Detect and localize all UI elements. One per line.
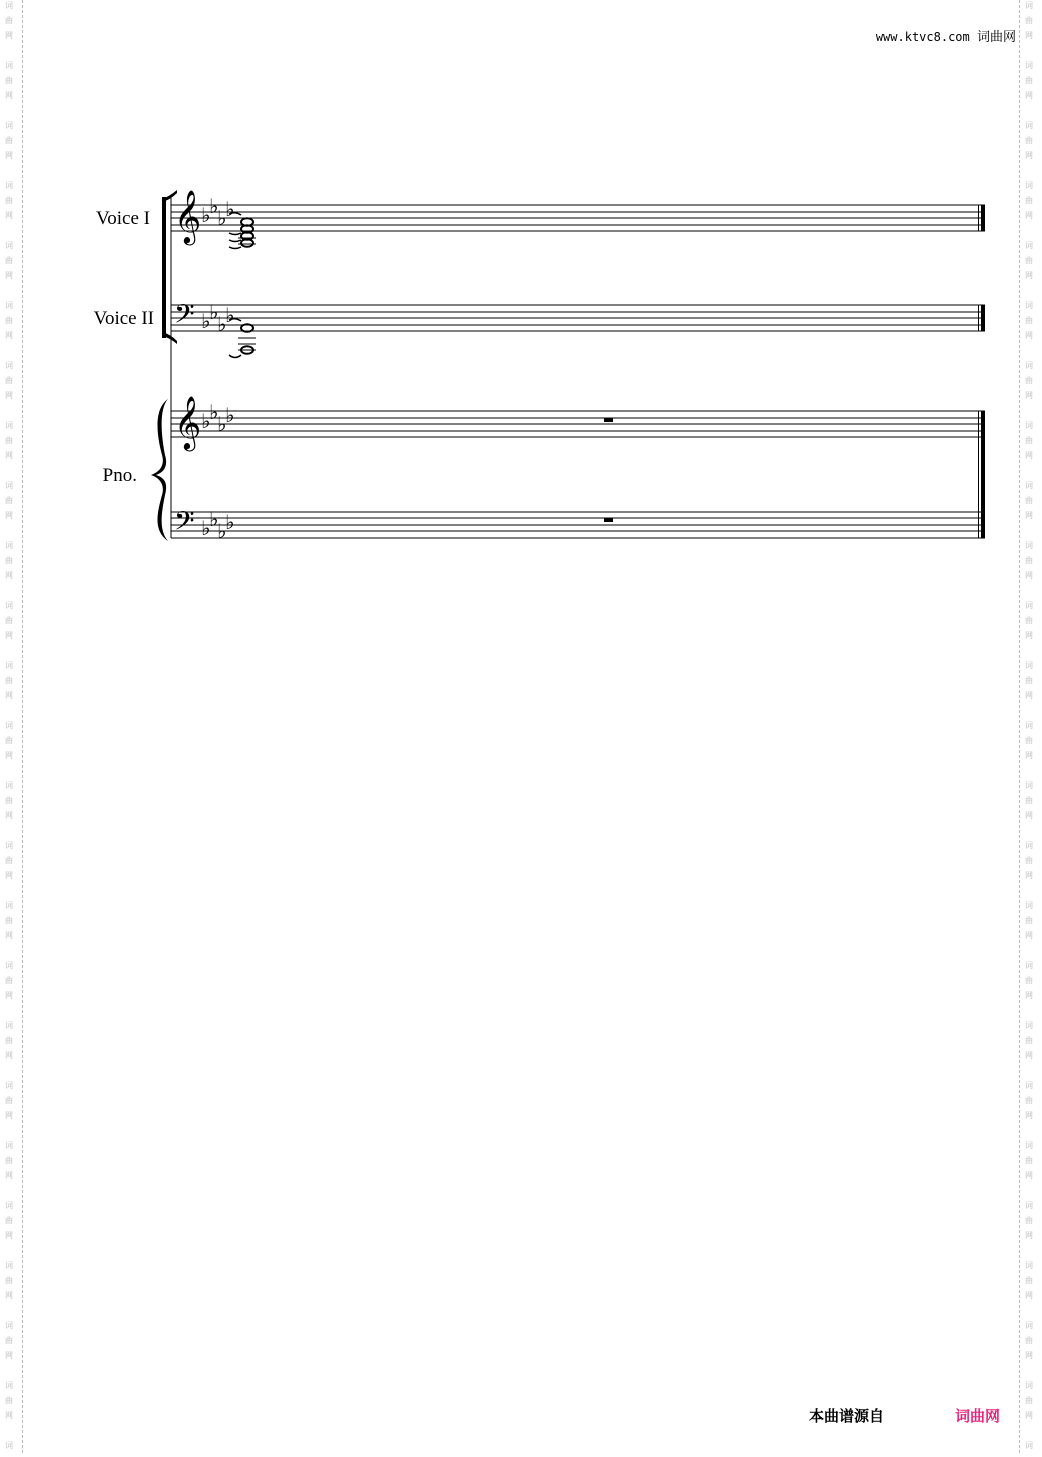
final-barline — [978, 205, 985, 538]
watermark-char: 网 — [1025, 1291, 1033, 1300]
watermark-char: 词 — [5, 481, 13, 490]
watermark-char: 曲 — [1025, 556, 1033, 565]
treble-clef-icon: 𝄞 — [174, 189, 202, 243]
watermark-char: 词 — [1025, 781, 1033, 790]
watermark-char: 曲 — [5, 136, 13, 145]
tie — [229, 233, 241, 235]
watermark-char: 曲 — [1025, 376, 1033, 385]
watermark-char: 网 — [1025, 331, 1033, 340]
watermark-char: 词 — [5, 721, 13, 730]
watermark-char: 词 — [1025, 1381, 1033, 1390]
watermark-char: 网 — [1025, 511, 1033, 520]
watermark-char: 网 — [5, 631, 13, 640]
watermark-char: 网 — [5, 1111, 13, 1120]
watermark-char: 曲 — [1025, 796, 1033, 805]
watermark-char: 词 — [1025, 121, 1033, 130]
watermark-char: 曲 — [1025, 196, 1033, 205]
watermark-char: 曲 — [5, 1096, 13, 1105]
watermark-char: 词 — [1025, 1141, 1033, 1150]
watermark-char: 曲 — [1025, 736, 1033, 745]
watermark-char: 曲 — [5, 856, 13, 865]
staff-voice-1 — [171, 205, 985, 231]
site-url[interactable]: www.ktvc8.com — [875, 30, 970, 44]
bass-clef-icon: 𝄢 — [174, 298, 195, 336]
watermark-char: 曲 — [1025, 1156, 1033, 1165]
watermark-char: 网 — [5, 871, 13, 880]
watermark-char: 词 — [5, 1201, 13, 1210]
watermark-char: 词 — [5, 1261, 13, 1270]
watermark-char: 曲 — [5, 1276, 13, 1285]
watermark-char: 词 — [5, 901, 13, 910]
watermark-char: 曲 — [1025, 676, 1033, 685]
bass-clef-icon: 𝄢 — [174, 505, 195, 543]
instrument-label-voice-2: Voice II — [93, 308, 154, 329]
watermark-char: 网 — [5, 991, 13, 1000]
watermark-char: 词 — [1025, 61, 1033, 70]
watermark-char: 网 — [1025, 691, 1033, 700]
watermark-char: 网 — [5, 391, 13, 400]
watermark-char: 词 — [1025, 1021, 1033, 1030]
watermark-char: 曲 — [5, 376, 13, 385]
watermark-char: 网 — [1025, 151, 1033, 160]
watermark-char: 网 — [5, 31, 13, 40]
watermark-char: 词 — [1025, 1441, 1033, 1450]
watermark-char: 曲 — [1025, 496, 1033, 505]
watermark-char: 网 — [1025, 931, 1033, 940]
watermark-char: 网 — [5, 151, 13, 160]
svg-text:♭: ♭ — [201, 203, 211, 227]
watermark-char: 曲 — [1025, 136, 1033, 145]
watermark-char: 曲 — [5, 16, 13, 25]
watermark-char: 网 — [5, 211, 13, 220]
watermark-char: 词 — [1025, 241, 1033, 250]
watermark-char: 曲 — [1025, 1276, 1033, 1285]
whole-rest-icon — [604, 418, 613, 422]
watermark-char: 网 — [1025, 1051, 1033, 1060]
watermark-char: 曲 — [5, 436, 13, 445]
watermark-char: 曲 — [1025, 856, 1033, 865]
watermark-char: 词 — [5, 781, 13, 790]
watermark-char: 词 — [5, 1321, 13, 1330]
watermark-char: 词 — [5, 541, 13, 550]
watermark-char: 词 — [1025, 1321, 1033, 1330]
watermark-char: 词 — [1025, 301, 1033, 310]
piano-brace — [151, 399, 168, 541]
watermark-char: 网 — [5, 1171, 13, 1180]
watermark-char: 曲 — [1025, 76, 1033, 85]
watermark-char: 曲 — [5, 916, 13, 925]
footer-brand-link[interactable]: 词曲网 — [955, 1407, 1001, 1425]
watermark-char: 网 — [1025, 31, 1033, 40]
staff-piano-bass — [171, 512, 985, 538]
watermark-char: 曲 — [5, 676, 13, 685]
instrument-label-piano: Pno. — [102, 465, 137, 486]
watermark-char: 曲 — [5, 976, 13, 985]
watermark-char: 网 — [1025, 271, 1033, 280]
watermark-char: 词 — [1025, 421, 1033, 430]
watermark-char: 网 — [1025, 1111, 1033, 1120]
staff-piano-treble — [171, 411, 985, 437]
watermark-char: 词 — [5, 1441, 13, 1450]
watermark-char: 曲 — [5, 496, 13, 505]
watermark-char: 词 — [1025, 1, 1033, 10]
watermark-char: 网 — [5, 751, 13, 760]
watermark-char: 词 — [5, 61, 13, 70]
watermark-char: 曲 — [1025, 1216, 1033, 1225]
watermark-char: 曲 — [1025, 916, 1033, 925]
watermark-char: 网 — [1025, 1171, 1033, 1180]
watermark-char: 词 — [1025, 901, 1033, 910]
watermark-char: 词 — [1025, 541, 1033, 550]
svg-text:♭: ♭ — [201, 409, 211, 433]
watermark-char: 网 — [5, 1231, 13, 1240]
watermark-char: 词 — [5, 301, 13, 310]
watermark-char: 词 — [5, 841, 13, 850]
tie — [229, 355, 241, 358]
watermark-char: 曲 — [5, 256, 13, 265]
watermark-char: 曲 — [5, 1396, 13, 1405]
watermark-char: 网 — [5, 1411, 13, 1420]
watermark-char: 网 — [5, 931, 13, 940]
footer — [780, 1405, 1020, 1427]
watermark-char: 词 — [1025, 1081, 1033, 1090]
svg-text:♭: ♭ — [209, 300, 219, 324]
watermark-char: 词 — [1025, 361, 1033, 370]
watermark-char: 词 — [1025, 961, 1033, 970]
svg-text:♭: ♭ — [201, 309, 211, 333]
watermark-char: 词 — [5, 1141, 13, 1150]
svg-text:♭: ♭ — [201, 516, 211, 540]
watermark-char: 网 — [1025, 1411, 1033, 1420]
svg-text:♭: ♭ — [225, 510, 235, 534]
watermark-char: 曲 — [5, 556, 13, 565]
watermark-char: 网 — [1025, 991, 1033, 1000]
watermark-char: 曲 — [1025, 1336, 1033, 1345]
watermark-char: 词 — [5, 1, 13, 10]
watermark-char: 网 — [5, 1351, 13, 1360]
svg-text:♭: ♭ — [217, 412, 227, 436]
watermark-char: 网 — [1025, 451, 1033, 460]
watermark-char: 词 — [5, 181, 13, 190]
tie — [229, 240, 241, 242]
watermark-char: 曲 — [5, 796, 13, 805]
svg-text:♭: ♭ — [217, 519, 227, 543]
watermark-char: 词 — [5, 601, 13, 610]
svg-text:♭: ♭ — [209, 194, 219, 218]
watermark-char: 曲 — [1025, 616, 1033, 625]
watermark-char: 网 — [5, 1051, 13, 1060]
watermark-char: 曲 — [1025, 1396, 1033, 1405]
footer-credit: 本曲谱源自 — [809, 1407, 885, 1425]
watermark-char: 网 — [5, 271, 13, 280]
watermark-char: 网 — [1025, 751, 1033, 760]
watermark-char: 网 — [1025, 1351, 1033, 1360]
watermark-char: 曲 — [5, 1036, 13, 1045]
watermark-char: 曲 — [5, 1156, 13, 1165]
svg-text:♭: ♭ — [225, 197, 235, 221]
watermark-char: 词 — [1025, 841, 1033, 850]
watermark-char: 曲 — [5, 316, 13, 325]
watermark-char: 网 — [1025, 1231, 1033, 1240]
svg-text:♭: ♭ — [209, 507, 219, 531]
watermark-char: 曲 — [1025, 16, 1033, 25]
treble-clef-icon: 𝄞 — [174, 395, 202, 449]
watermark-char: 曲 — [5, 196, 13, 205]
watermark-char: 网 — [1025, 391, 1033, 400]
instrument-label-voice-1: Voice I — [96, 208, 150, 229]
svg-text:♭: ♭ — [217, 312, 227, 336]
watermark-char: 网 — [5, 691, 13, 700]
staff-voice-2 — [171, 305, 985, 331]
watermark-char: 网 — [5, 811, 13, 820]
watermark-char: 曲 — [1025, 436, 1033, 445]
watermark-char: 词 — [5, 1081, 13, 1090]
watermark-char: 网 — [5, 511, 13, 520]
watermark-char: 词 — [1025, 721, 1033, 730]
watermark-char: 曲 — [1025, 316, 1033, 325]
watermark-char: 词 — [5, 241, 13, 250]
watermark-char: 曲 — [5, 1216, 13, 1225]
watermark-char: 网 — [1025, 631, 1033, 640]
watermark-char: 网 — [1025, 211, 1033, 220]
watermark-char: 曲 — [1025, 1096, 1033, 1105]
watermark-char: 曲 — [1025, 976, 1033, 985]
watermark-char: 词 — [5, 1021, 13, 1030]
watermark-char: 词 — [1025, 601, 1033, 610]
tie — [229, 247, 241, 249]
watermark-char: 网 — [5, 571, 13, 580]
watermark-char: 网 — [1025, 811, 1033, 820]
watermark-char: 词 — [1025, 181, 1033, 190]
watermark-char: 词 — [5, 961, 13, 970]
watermark-char: 网 — [5, 91, 13, 100]
watermark-char: 词 — [1025, 1261, 1033, 1270]
watermark-char: 曲 — [5, 616, 13, 625]
watermark-char: 曲 — [1025, 256, 1033, 265]
watermark-char: 网 — [5, 451, 13, 460]
watermark-char: 网 — [1025, 91, 1033, 100]
watermark-char: 词 — [5, 361, 13, 370]
watermark-char: 曲 — [5, 1336, 13, 1345]
site-name: 词曲网 — [976, 30, 1016, 45]
svg-text:♭: ♭ — [217, 206, 227, 230]
watermark-char: 网 — [5, 331, 13, 340]
watermark-char: 网 — [5, 1291, 13, 1300]
whole-rest-icon — [604, 518, 613, 522]
watermark-char: 网 — [1025, 571, 1033, 580]
watermark-char: 词 — [1025, 1201, 1033, 1210]
svg-text:♭: ♭ — [209, 400, 219, 424]
watermark-char: 曲 — [5, 736, 13, 745]
watermark-char: 曲 — [1025, 1036, 1033, 1045]
watermark-char: 词 — [1025, 661, 1033, 670]
watermark-char: 词 — [5, 121, 13, 130]
watermark-char: 词 — [1025, 481, 1033, 490]
watermark-char: 词 — [5, 1381, 13, 1390]
svg-text:♭: ♭ — [225, 403, 235, 427]
watermark-char: 词 — [5, 421, 13, 430]
svg-text:♭: ♭ — [225, 303, 235, 327]
watermark-char: 网 — [1025, 871, 1033, 880]
watermark-char: 曲 — [5, 76, 13, 85]
watermark-char: 词 — [5, 661, 13, 670]
